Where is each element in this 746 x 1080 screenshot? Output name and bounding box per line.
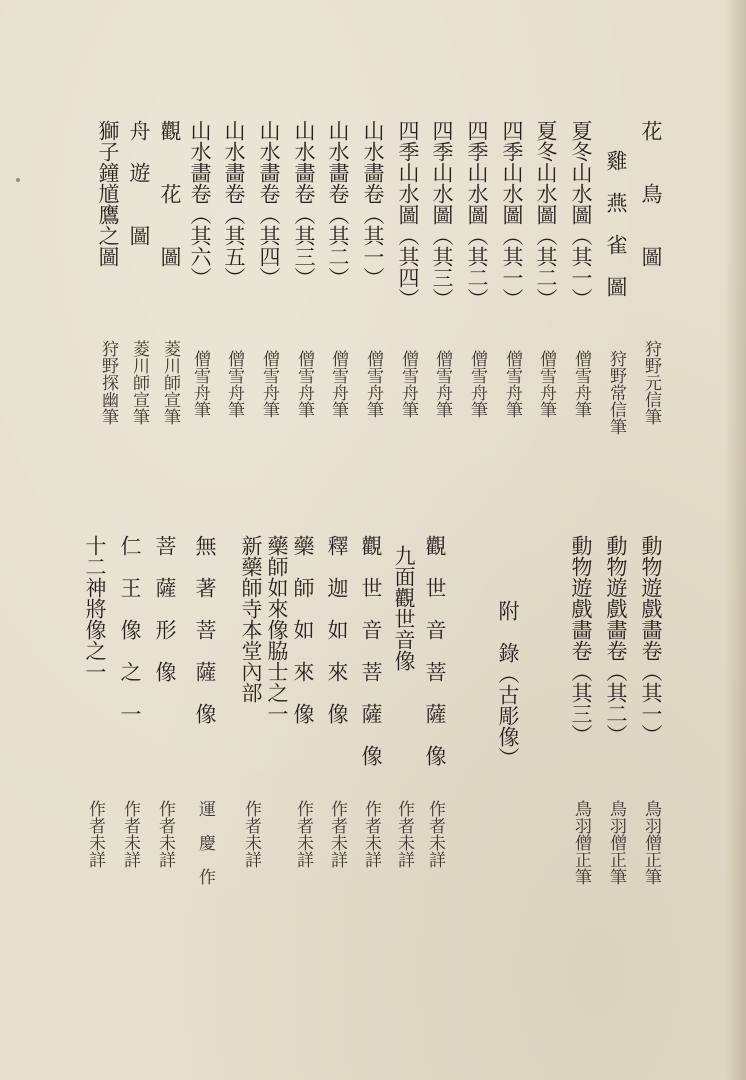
entry-title: 觀 花 圖 xyxy=(158,120,182,267)
entry-title: 觀 世 音 菩 薩 像 xyxy=(359,535,383,766)
entry-artist: 作者未詳 xyxy=(327,800,347,868)
entry-artist: 菱川師宣筆 xyxy=(160,340,180,425)
entry-artist: 運 慶 作 xyxy=(195,800,215,885)
entry-title: 山水畵卷（其四） xyxy=(257,120,281,288)
paper-speck xyxy=(16,178,20,182)
entry-artist: 僧雪舟筆 xyxy=(502,350,522,418)
entry-title: 夏冬山水圖（其二） xyxy=(534,120,558,309)
entry-artist: 狩野常信筆 xyxy=(606,350,626,435)
page-edge-shadow xyxy=(724,0,746,1080)
entry-title: 動物遊戲畵卷（其三） xyxy=(569,535,593,745)
entry-artist: 作者未詳 xyxy=(361,800,381,868)
entry-artist: 僧雪舟筆 xyxy=(536,350,556,418)
entry-title: 九面觀世音像 xyxy=(392,545,416,671)
entry-title: 山水畵卷（其五） xyxy=(222,120,246,288)
entry-title: 雞 燕 雀 圖 xyxy=(604,150,628,297)
entry-title: 山水畵卷（其六） xyxy=(188,120,212,288)
entry-artist: 鳥羽僧正筆 xyxy=(606,800,626,885)
entry-artist: 作者未詳 xyxy=(241,800,261,868)
entry-artist: 作者未詳 xyxy=(120,800,140,868)
entry-artist: 鳥羽僧正筆 xyxy=(571,800,591,885)
entry-title: 山水畵卷（其一） xyxy=(361,120,385,288)
entry-artist: 鳥羽僧正筆 xyxy=(641,800,661,885)
entry-artist: 菱川師宣筆 xyxy=(129,340,149,425)
entry-title: 無 著 菩 薩 像 xyxy=(193,535,217,724)
entry-title: 藥師如來像脇士之一 xyxy=(265,535,289,724)
entry-title: 觀 世 音 菩 薩 像 xyxy=(423,535,447,766)
entry-artist: 僧雪舟筆 xyxy=(294,350,314,418)
entry-artist: 狩野元信筆 xyxy=(641,340,661,425)
entry-title: 四季山水圖（其三） xyxy=(430,120,454,309)
entry-title: 仁 王 像 之 一 xyxy=(118,535,142,724)
entry-title: 山水畵卷（其三） xyxy=(292,120,316,288)
entry-artist: 作者未詳 xyxy=(425,800,445,868)
entry-artist: 僧雪舟筆 xyxy=(259,350,279,418)
entry-artist: 作者未詳 xyxy=(85,800,105,868)
entry-artist: 作者未詳 xyxy=(155,800,175,868)
entry-title: 四季山水圖（其一） xyxy=(500,120,524,309)
entry-title: 花 鳥 圖 xyxy=(639,120,663,267)
entry-artist: 僧雪舟筆 xyxy=(190,350,210,418)
entry-title: 新藥師寺本堂內部 xyxy=(239,535,263,703)
entry-title: 藥 師 如 來 像 xyxy=(291,535,315,724)
entry-artist: 僧雪舟筆 xyxy=(224,350,244,418)
entry-title: 山水畵卷（其二） xyxy=(326,120,350,288)
entry-artist: 僧雪舟筆 xyxy=(467,350,487,418)
entry-artist: 作者未詳 xyxy=(394,800,414,868)
entry-title: 菩 薩 形 像 xyxy=(153,535,177,682)
entry-artist: 僧雪舟筆 xyxy=(363,350,383,418)
entry-title: 釋 迦 如 來 像 xyxy=(325,535,349,724)
entry-title: 動物遊戲畵卷（其一） xyxy=(639,535,663,745)
entry-artist: 僧雪舟筆 xyxy=(571,350,591,418)
entry-title: 動物遊戲畵卷（其二） xyxy=(604,535,628,745)
entry-title: 舟 遊 圖 xyxy=(127,120,151,246)
entry-title: 四季山水圖（其四） xyxy=(396,120,420,309)
entry-artist: 僧雪舟筆 xyxy=(328,350,348,418)
entry-artist: 作者未詳 xyxy=(293,800,313,868)
entry-title: 四季山水圖（其二） xyxy=(465,120,489,309)
entry-title: 獅子鐘馗鷹之圖 xyxy=(96,120,120,267)
entry-title: 十二神將像之一 xyxy=(83,535,107,682)
appendix-heading: 附 錄（古彫像） xyxy=(496,600,520,768)
entry-artist: 僧雪舟筆 xyxy=(398,350,418,418)
entry-artist: 狩野探幽筆 xyxy=(98,340,118,425)
entry-artist: 僧雪舟筆 xyxy=(432,350,452,418)
entry-title: 夏冬山水圖（其一） xyxy=(569,120,593,309)
